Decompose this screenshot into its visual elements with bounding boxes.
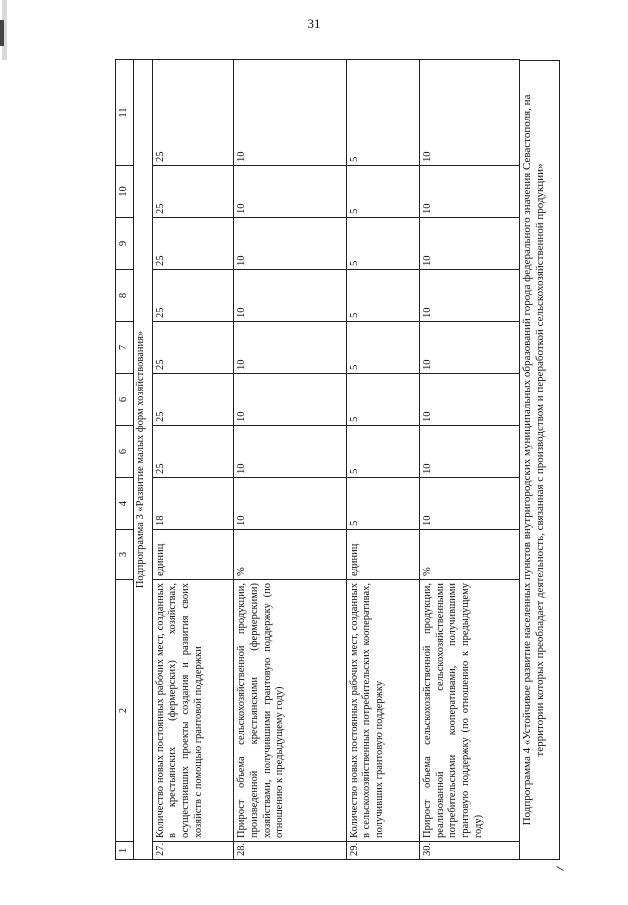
- row-value: 10: [233, 218, 346, 270]
- row-value: 25: [152, 166, 233, 218]
- subprogram-4-title: Подпрограмма 4 «Устойчивое развитие населенных пунктов внутригородских муниципальных образований города федерального значения Севастополя, на территории которых преобладает деятельность, связанная с производством и переработкой сельскохозяйственной продукции»: [520, 60, 560, 860]
- row-unit: единиц: [346, 530, 419, 580]
- row-value: 10: [233, 478, 346, 530]
- row-value: 5: [346, 218, 419, 270]
- row-value: 10: [233, 426, 346, 478]
- row-value: 10: [419, 218, 519, 270]
- row-description: Прирост объема сельскохозяйственной продукции, реализованной сельскохозяйственными потребительскими кооперативами, получившими грантовую поддержку (по отношению к предыдущему году): [419, 580, 519, 842]
- header-cell: 4: [116, 478, 134, 530]
- row-value: 10: [233, 374, 346, 426]
- row-value: 5: [346, 478, 419, 530]
- subprogram-row: [133, 60, 152, 860]
- table-row: [233, 60, 346, 860]
- row-value: 5: [346, 374, 419, 426]
- header-row: [116, 60, 134, 860]
- header-cell: 6: [116, 374, 134, 426]
- row-value: 10: [233, 60, 346, 166]
- row-value: 5: [346, 322, 419, 374]
- page-number: 31: [307, 16, 321, 31]
- rotated-table-region: [115, 60, 560, 860]
- row-unit: %: [233, 530, 346, 580]
- table-row: [346, 60, 419, 860]
- row-value: 18: [152, 478, 233, 530]
- row-value: 10: [419, 426, 519, 478]
- header-cell: 3: [116, 530, 134, 580]
- row-value: 25: [152, 426, 233, 478]
- row-value: 10: [419, 166, 519, 218]
- row-value: 25: [152, 218, 233, 270]
- header-cell: 6: [116, 426, 134, 478]
- row-value: 5: [346, 166, 419, 218]
- row-description: Прирост объема сельскохозяйственной продукции, произведенной крестьянскими (фермерскими) хозяйствами, получившими грантовую поддержку (по отношению к предыдущему году): [233, 580, 346, 842]
- header-cell: 9: [116, 218, 134, 270]
- row-value: 10: [419, 374, 519, 426]
- row-value: 25: [152, 60, 233, 166]
- header-cell: 7: [116, 322, 134, 374]
- row-value: 25: [152, 270, 233, 322]
- row-unit: единиц: [152, 530, 233, 580]
- row-value: 10: [419, 478, 519, 530]
- row-number: 27.: [152, 842, 233, 860]
- row-value: 10: [419, 322, 519, 374]
- table-row: [419, 60, 519, 860]
- header-cell: 11: [116, 60, 134, 166]
- row-number: 30.: [419, 842, 519, 860]
- row-value: 5: [346, 270, 419, 322]
- row-value: 10: [419, 270, 519, 322]
- header-cell: 10: [116, 166, 134, 218]
- subprogram-title: Подпрограмма 3 «Развитие малых форм хозяйствования»: [133, 60, 152, 860]
- row-value: 10: [233, 322, 346, 374]
- indicators-table: [115, 59, 520, 860]
- header-cell: 8: [116, 270, 134, 322]
- row-description: Количество новых постоянных рабочих мест, созданных в крестьянских (фермерских) хозяйствах, осуществивших проекты создания и развития своих хозяйств с помощью грантовой поддержки: [152, 580, 233, 842]
- scan-mark: [556, 866, 563, 871]
- row-value: 5: [346, 426, 419, 478]
- row-value: 25: [152, 374, 233, 426]
- table-container: [115, 60, 560, 860]
- row-number: 29.: [346, 842, 419, 860]
- row-value: 25: [152, 322, 233, 374]
- row-number: 28.: [233, 842, 346, 860]
- row-value: 5: [346, 60, 419, 166]
- row-unit: %: [419, 530, 519, 580]
- header-cell: 1: [116, 842, 134, 860]
- header-cell: 2: [116, 580, 134, 842]
- row-value: 10: [233, 166, 346, 218]
- table-row: [152, 60, 233, 860]
- row-description: Количество новых постоянных рабочих мест, созданных в сельскохозяйственных потребительских кооперативах, получивших грантовую поддержку: [346, 580, 419, 842]
- row-value: 10: [233, 270, 346, 322]
- row-value: 10: [419, 60, 519, 166]
